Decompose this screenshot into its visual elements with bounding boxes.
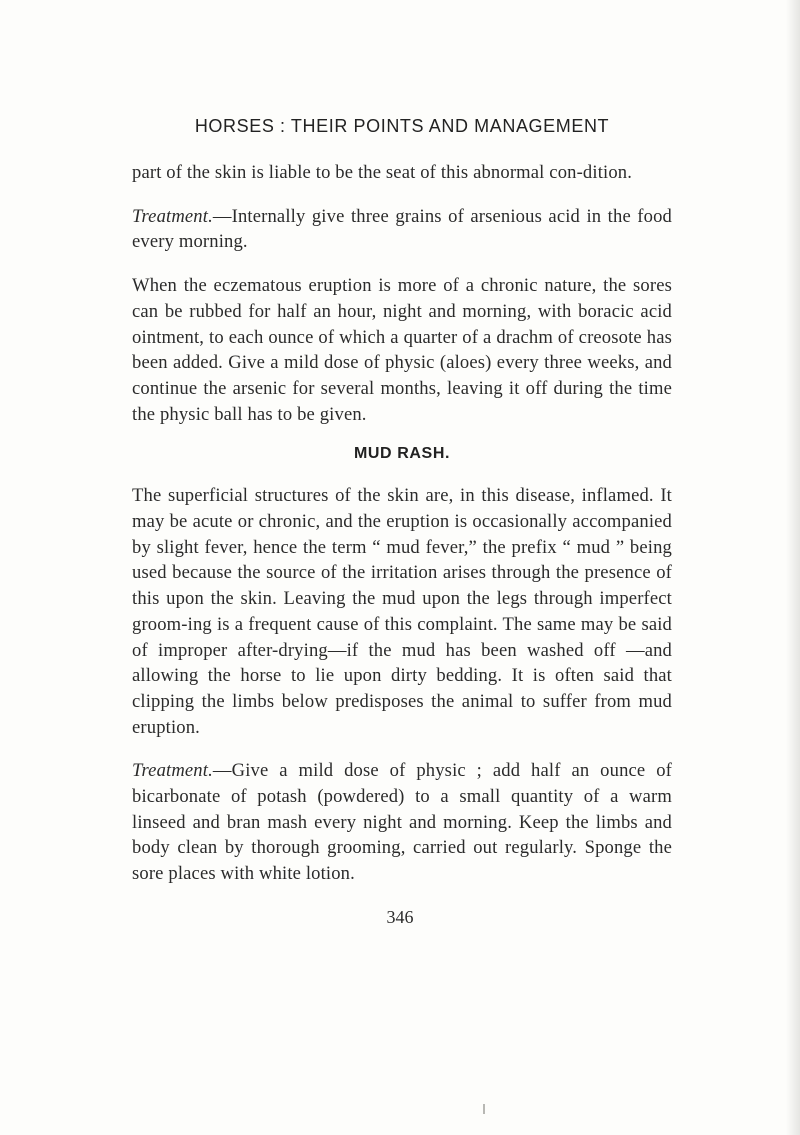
treatment-label: Treatment. — [132, 760, 213, 782]
section-heading-mud-rash: MUD RASH. — [353, 445, 451, 463]
page-edge-shadow — [786, 0, 800, 1135]
paper-speck — [483, 1104, 485, 1114]
paragraph-treatment-eczema — [132, 204, 672, 255]
body-text — [132, 160, 672, 905]
treatment-text: —Internally give three grains of arsenious acid in the food every morning. — [132, 205, 672, 253]
paragraph-chronic-eczema: When the eczematous eruption is more of a chronic nature, the sores can be rubbed for half an hour, night and morning, with boracic acid ointment, to each ounce of which a quarter of a drachm of creosote has been added. Give a mild dose of physic (aloes) every three weeks, and continue the arsenic for several months, leaving it off during the time the physic ball has to be given. — [132, 275, 672, 425]
page-number: 346 — [386, 907, 414, 927]
treatment-text: —Give a mild dose of physic ; add half an ounce of bicarbonate of potash (powdered) to a small quantity of a warm linseed and bran mash every night and morning. Keep the limbs and body clean by thorough grooming, carried out regularly. Sponge the sore places with white lotion. — [132, 760, 672, 885]
paragraph-continuation: part of the skin is liable to be the seat of this abnormal con-dition. — [132, 162, 633, 183]
running-head: HORSES : THEIR POINTS AND MANAGEMENT — [194, 116, 610, 136]
paragraph-mud-rash: The superficial structures of the skin are, in this disease, inflamed. It may be acute or chronic, and the eruption is occasionally accompanied by slight fever, hence the term “ mud fever,” the prefix “ mud ” being used because the source of the irritation arises through the presence of this upon the skin. Leaving the mud upon the legs through imperfect groom-ing is a frequent cause of this complaint. The same may be said of improper after-drying—if the mud has been washed off —and allowing the horse to lie upon dirty bedding. It is often said that clipping the limbs below predisposes the animal to suffer from mud eruption. — [132, 485, 672, 738]
treatment-label: Treatment. — [132, 205, 213, 227]
paragraph-treatment-mud-rash — [132, 758, 672, 887]
